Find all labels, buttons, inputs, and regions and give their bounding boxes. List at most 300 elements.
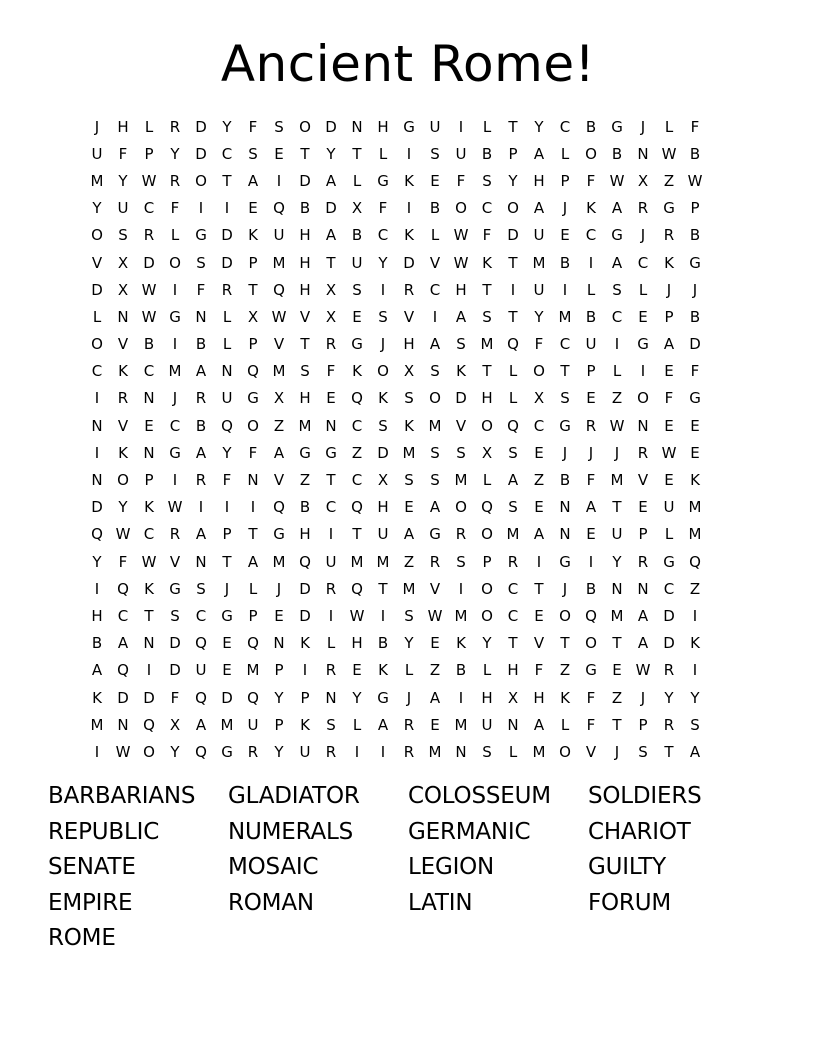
grid-letter: C [351,416,363,435]
grid-letter: P [560,171,570,190]
grid-letter: G [169,307,181,326]
grid-letter: S [170,606,180,625]
grid-letter: H [533,171,545,190]
grid-letter: K [118,443,128,462]
grid-letter: N [455,742,467,761]
grid-letter: S [482,171,492,190]
grid-letter: N [143,443,155,462]
grid-letter: H [507,661,519,680]
grid-letter: E [274,144,284,163]
grid-letter: I [146,661,152,680]
grid-letter: I [458,117,464,136]
grid-letter: A [247,171,259,190]
grid-letter: B [429,199,441,218]
grid-letter: Z [403,552,415,571]
grid-letter: F [326,362,336,381]
grid-letter: L [482,661,492,680]
grid-letter: C [611,307,623,326]
grid-letter: E [586,525,596,544]
grid-letter: Z [533,471,545,490]
grid-letter: T [326,253,336,272]
grid-letter: M [402,579,416,598]
grid-letter: I [354,742,360,761]
word-list-item: LATIN [408,889,473,916]
grid-letter: R [247,742,259,761]
grid-letter: I [510,280,516,299]
grid-letter: K [404,171,414,190]
grid-letter: L [222,307,232,326]
grid-letter: I [458,579,464,598]
grid-letter: G [195,226,207,245]
grid-letter: D [221,688,233,707]
grid-letter: X [351,199,363,218]
grid-letter: B [143,335,155,354]
grid-letter: R [325,661,337,680]
grid-letter: K [300,634,310,653]
grid-letter: A [117,634,129,653]
grid-letter: L [508,362,518,381]
grid-letter: P [274,661,284,680]
grid-letter: S [508,498,518,517]
grid-letter: G [611,117,623,136]
grid-letter: W [661,144,677,163]
grid-letter: L [352,715,362,734]
grid-letter: K [404,416,414,435]
grid-letter: L [144,117,154,136]
grid-letter: R [325,742,337,761]
grid-letter: A [195,443,207,462]
grid-letter: K [144,498,154,517]
grid-letter: I [250,498,256,517]
grid-letter: S [456,335,466,354]
grid-letter: N [117,307,129,326]
grid-letter: F [248,117,258,136]
grid-letter: V [429,253,441,272]
grid-row [84,630,732,657]
grid-letter: C [507,579,519,598]
grid-letter: Q [273,199,285,218]
grid-letter: N [247,471,259,490]
grid-letter: C [91,362,103,381]
grid-letter: H [377,498,389,517]
grid-letter: Q [143,715,155,734]
grid-letter: N [273,634,285,653]
grid-letter: D [143,688,155,707]
grid-letter: S [482,307,492,326]
grid-row [84,195,732,222]
grid-letter: Y [222,443,232,462]
grid-letter: Q [117,579,129,598]
grid-row [84,222,732,249]
grid-letter: L [612,362,622,381]
grid-letter: A [247,552,259,571]
grid-letter: H [299,389,311,408]
grid-letter: P [144,471,154,490]
grid-letter: J [640,688,646,707]
grid-letter: N [637,579,649,598]
grid-letter: T [508,634,518,653]
grid-letter: E [638,498,648,517]
grid-letter: T [482,280,492,299]
grid-letter: A [273,443,285,462]
grid-letter: G [169,579,181,598]
grid-letter: D [143,253,155,272]
grid-letter: U [273,226,285,245]
grid-letter: A [533,199,545,218]
page-title: Ancient Rome! [220,35,596,93]
grid-letter: E [248,199,258,218]
grid-letter: L [404,661,414,680]
grid-letter: W [661,443,677,462]
grid-letter: P [248,253,258,272]
grid-letter: E [352,661,362,680]
word-list-item: EMPIRE [48,889,133,916]
grid-letter: D [377,443,389,462]
grid-letter: R [221,280,233,299]
grid-letter: R [195,471,207,490]
grid-letter: M [272,552,286,571]
grid-letter: V [117,416,129,435]
grid-letter: S [560,389,570,408]
grid-letter: R [325,335,337,354]
grid-letter: O [507,199,519,218]
grid-letter: O [559,742,571,761]
grid-letter: X [403,362,415,381]
grid-letter: O [455,498,467,517]
grid-letter: E [326,389,336,408]
grid-letter: O [247,416,259,435]
grid-letter: C [377,226,389,245]
grid-row [84,575,732,602]
grid-letter: O [481,579,493,598]
grid-letter: A [195,525,207,544]
grid-letter: J [692,280,698,299]
grid-letter: I [328,525,334,544]
grid-letter: U [377,525,389,544]
grid-letter: V [169,552,181,571]
grid-letter: L [560,144,570,163]
grid-letter: B [299,498,311,517]
grid-letter: T [222,171,232,190]
grid-letter: W [609,416,625,435]
grid-letter: Z [273,416,285,435]
grid-letter: P [144,144,154,163]
grid-letter: G [273,525,285,544]
grid-letter: H [403,335,415,354]
grid-letter: B [585,117,597,136]
grid-letter: S [404,389,414,408]
grid-letter: S [378,307,388,326]
grid-letter: T [612,498,622,517]
grid-letter: W [115,742,131,761]
grid-letter: Z [611,389,623,408]
grid-letter: Y [352,688,362,707]
grid-letter: T [508,253,518,272]
grid-letter: L [508,389,518,408]
grid-letter: K [560,688,570,707]
grid-letter: O [455,199,467,218]
grid-letter: F [456,171,466,190]
grid-letter: J [172,389,178,408]
grid-letter: T [144,606,154,625]
grid-letter: Q [351,579,363,598]
grid-letter: D [299,606,311,625]
grid-letter: A [377,715,389,734]
grid-letter: O [585,144,597,163]
grid-letter: M [90,171,104,190]
grid-letter: H [481,389,493,408]
grid-letter: A [533,525,545,544]
grid-letter: K [690,634,700,653]
grid-letter: B [559,471,571,490]
grid-letter: H [299,525,311,544]
grid-letter: Q [351,389,363,408]
grid-letter: B [455,661,467,680]
grid-letter: Z [689,579,701,598]
grid-letter: N [637,416,649,435]
grid-letter: I [380,280,386,299]
grid-letter: S [430,362,440,381]
grid-letter: A [611,199,623,218]
grid-letter: R [455,525,467,544]
word-list [48,780,768,958]
grid-letter: R [663,715,675,734]
grid-letter: W [687,171,703,190]
grid-row [84,548,732,575]
grid-letter: J [562,579,568,598]
grid-letter: P [638,715,648,734]
grid-row [84,140,732,167]
grid-letter: W [167,498,183,517]
grid-letter: P [300,688,310,707]
grid-letter: Q [195,742,207,761]
grid-letter: F [196,280,206,299]
grid-letter: X [533,389,545,408]
grid-letter: I [172,335,178,354]
grid-letter: O [429,389,441,408]
grid-letter: I [276,171,282,190]
grid-letter: I [432,307,438,326]
grid-letter: E [222,661,232,680]
grid-letter: M [168,362,182,381]
grid-letter: E [430,634,440,653]
grid-letter: L [352,171,362,190]
grid-row [84,113,732,140]
grid-letter: A [429,498,441,517]
grid-letter: G [221,606,233,625]
grid-row [84,249,732,276]
grid-letter: R [325,579,337,598]
grid-letter: M [558,307,572,326]
grid-letter: Y [92,552,102,571]
grid-letter: Y [690,688,700,707]
grid-letter: E [560,226,570,245]
grid-letter: M [480,335,494,354]
grid-letter: Y [118,171,128,190]
grid-letter: T [352,144,362,163]
grid-letter: A [611,253,623,272]
grid-letter: S [378,416,388,435]
grid-letter: K [690,471,700,490]
grid-letter: Q [195,688,207,707]
grid-letter: K [586,199,596,218]
grid-letter: V [585,742,597,761]
grid-letter: B [351,226,363,245]
grid-letter: U [221,389,233,408]
grid-letter: D [507,226,519,245]
grid-letter: M [532,253,546,272]
grid-letter: N [325,688,337,707]
grid-letter: Y [222,117,232,136]
grid-letter: G [689,389,701,408]
grid-letter: A [403,525,415,544]
grid-letter: R [403,280,415,299]
grid-letter: G [559,552,571,571]
grid-row [84,466,732,493]
grid-letter: T [560,362,570,381]
grid-letter: K [300,715,310,734]
grid-letter: I [198,498,204,517]
grid-letter: D [91,498,103,517]
grid-letter: E [638,307,648,326]
grid-letter: N [351,117,363,136]
grid-letter: U [195,661,207,680]
grid-letter: Q [247,688,259,707]
grid-letter: U [91,144,103,163]
grid-letter: Y [404,634,414,653]
grid-letter: P [664,307,674,326]
grid-letter: G [611,226,623,245]
grid-letter: O [481,525,493,544]
grid-letter: T [222,552,232,571]
grid-letter: D [221,226,233,245]
grid-letter: Q [273,498,285,517]
word-list-item: ROMAN [228,889,314,916]
grid-letter: F [690,117,700,136]
grid-letter: P [222,525,232,544]
grid-letter: G [403,117,415,136]
grid-letter: R [403,742,415,761]
grid-letter: H [455,280,467,299]
grid-letter: S [404,606,414,625]
word-list-item: LEGION [408,854,495,880]
grid-letter: G [689,253,701,272]
grid-letter: S [482,742,492,761]
grid-letter: V [299,307,311,326]
grid-letter: S [690,715,700,734]
grid-letter: M [272,253,286,272]
grid-letter: P [248,606,258,625]
grid-letter: E [404,498,414,517]
grid-letter: Q [273,280,285,299]
grid-letter: J [562,199,568,218]
grid-letter: Q [91,525,103,544]
grid-letter: K [144,579,154,598]
grid-letter: F [586,688,596,707]
letter-grid [84,113,732,766]
grid-letter: L [638,280,648,299]
grid-letter: J [640,117,646,136]
grid-letter: X [247,307,259,326]
grid-letter: D [195,117,207,136]
grid-letter: D [195,144,207,163]
grid-letter: E [352,307,362,326]
grid-letter: T [560,634,570,653]
grid-letter: A [455,307,467,326]
grid-letter: I [458,688,464,707]
grid-letter: T [534,579,544,598]
grid-letter: N [143,389,155,408]
grid-letter: X [325,280,337,299]
grid-letter: O [195,171,207,190]
grid-letter: Z [429,661,441,680]
grid-letter: O [481,606,493,625]
grid-letter: E [534,443,544,462]
grid-letter: L [586,280,596,299]
grid-letter: M [90,715,104,734]
grid-row [84,738,732,765]
grid-letter: G [377,688,389,707]
grid-letter: X [117,280,129,299]
grid-letter: K [378,389,388,408]
grid-row [84,521,732,548]
grid-letter: R [429,552,441,571]
word-list-item: FORUM [588,889,671,916]
grid-letter: S [430,144,440,163]
grid-letter: A [663,335,675,354]
grid-letter: I [302,661,308,680]
grid-letter: Y [326,144,336,163]
grid-letter: V [273,471,285,490]
grid-letter: T [248,280,258,299]
grid-letter: M [688,525,702,544]
grid-row [84,412,732,439]
grid-letter: X [325,307,337,326]
grid-letter: U [117,199,129,218]
word-list-item: BARBARIANS [48,783,196,809]
grid-letter: S [430,471,440,490]
grid-row [84,684,732,711]
grid-letter: T [508,117,518,136]
grid-letter: E [664,416,674,435]
grid-letter: B [689,144,701,163]
grid-letter: B [559,253,571,272]
grid-letter: D [91,280,103,299]
grid-letter: W [141,171,157,190]
grid-letter: Y [274,688,284,707]
grid-letter: J [406,688,412,707]
grid-letter: N [559,498,571,517]
grid-letter: E [534,498,544,517]
word-list-item: NUMERALS [228,818,354,845]
grid-letter: B [585,307,597,326]
grid-letter: O [481,416,493,435]
grid-letter: L [664,525,674,544]
grid-letter: N [195,307,207,326]
grid-letter: K [456,634,466,653]
grid-letter: Q [351,498,363,517]
grid-letter: T [352,525,362,544]
grid-letter: P [508,144,518,163]
grid-letter: Q [221,416,233,435]
grid-letter: Y [612,552,622,571]
word-list-item: MOSAIC [228,854,319,880]
grid-letter: G [559,416,571,435]
grid-letter: A [585,498,597,517]
grid-letter: E [144,416,154,435]
grid-letter: F [482,226,492,245]
grid-letter: M [610,606,624,625]
